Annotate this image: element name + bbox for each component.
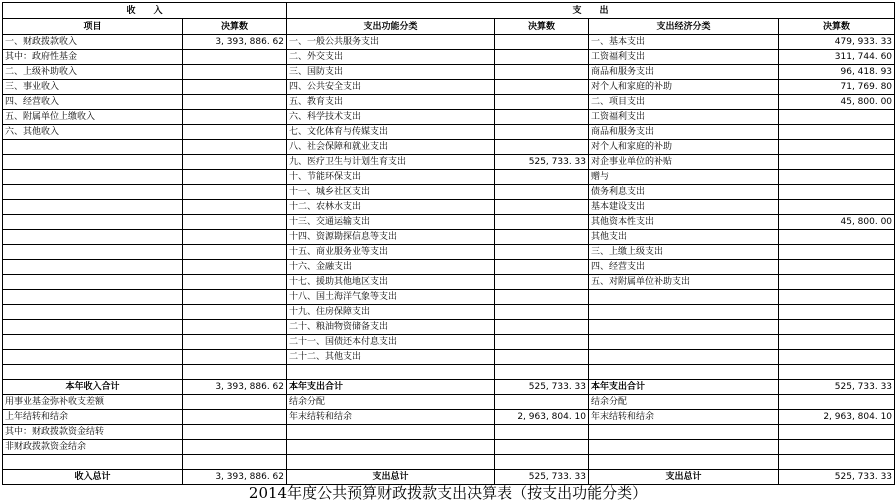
col-header-item: 项目 [3, 19, 183, 35]
totals-row [3, 380, 895, 395]
amount-cell [183, 80, 287, 95]
amount-cell [495, 335, 589, 350]
item-cell [3, 215, 183, 230]
amount-cell [779, 440, 895, 455]
item-cell: 四、公共安全支出 [287, 80, 495, 95]
header-row-sections [3, 3, 895, 19]
amount-cell [779, 260, 895, 275]
item-cell [3, 185, 183, 200]
amount-cell [495, 320, 589, 335]
amount-cell: 2, 963, 804. 10 [779, 410, 895, 425]
amount-cell [183, 215, 287, 230]
item-cell: 工资福利支出 [589, 110, 779, 125]
amount-cell [779, 230, 895, 245]
item-cell: 二十、粮油物资储备支出 [287, 320, 495, 335]
item-cell: 八、社会保障和就业支出 [287, 140, 495, 155]
expense-total-label: 本年支出合计 [287, 380, 495, 395]
amount-cell [183, 245, 287, 260]
item-cell: 三、上缴上级支出 [589, 245, 779, 260]
item-cell [589, 455, 779, 470]
item-cell: 二、外交支出 [287, 50, 495, 65]
amount-cell [183, 320, 287, 335]
amount-cell [495, 140, 589, 155]
item-cell: 其他资本性支出 [589, 215, 779, 230]
amount-cell [495, 275, 589, 290]
table-row [3, 365, 895, 380]
amount-cell [183, 65, 287, 80]
item-cell: 二、项目支出 [589, 95, 779, 110]
item-cell: 五、附属单位上缴收入 [3, 110, 183, 125]
table-caption: 2014年度公共预算财政拨款支出决算表（按支出功能分类） [248, 484, 648, 502]
item-cell: 二、上级补助收入 [3, 65, 183, 80]
item-cell: 其中：财政拨款资金结转 [3, 425, 183, 440]
item-cell: 一、基本支出 [589, 35, 779, 50]
item-cell: 十九、住房保障支出 [287, 305, 495, 320]
amount-cell [495, 365, 589, 380]
table-row [3, 125, 895, 140]
amount-cell: 96, 418. 93 [779, 65, 895, 80]
item-cell: 十四、资源勘探信息等支出 [287, 230, 495, 245]
item-cell [287, 425, 495, 440]
item-cell [3, 290, 183, 305]
amount-cell [779, 155, 895, 170]
amount-cell [495, 245, 589, 260]
item-cell: 年末结转和结余 [287, 410, 495, 425]
item-cell: 十一、城乡社区支出 [287, 185, 495, 200]
table-row [3, 185, 895, 200]
amount-cell [779, 335, 895, 350]
item-cell [589, 440, 779, 455]
item-cell: 对企事业单位的补贴 [589, 155, 779, 170]
amount-cell [495, 305, 589, 320]
item-cell: 商品和服务支出 [589, 125, 779, 140]
expense-section-header: 支 出 [287, 3, 895, 19]
table-row [3, 50, 895, 65]
table-row [3, 335, 895, 350]
income-total-label: 本年收入合计 [3, 380, 183, 395]
amount-cell [779, 320, 895, 335]
item-cell: 工资福利支出 [589, 50, 779, 65]
item-cell [589, 320, 779, 335]
col-header-amount: 决算数 [183, 19, 287, 35]
item-cell [3, 350, 183, 365]
amount-cell: 3, 393, 886. 62 [183, 35, 287, 50]
amount-cell [779, 185, 895, 200]
table-row [3, 455, 895, 470]
item-cell: 用事业基金弥补收支差额 [3, 395, 183, 410]
amount-cell [779, 350, 895, 365]
item-cell [3, 365, 183, 380]
amount-cell [495, 260, 589, 275]
item-cell: 赠与 [589, 170, 779, 185]
item-cell: 五、教育支出 [287, 95, 495, 110]
amount-cell [183, 290, 287, 305]
table-row [3, 200, 895, 215]
amount-cell [779, 110, 895, 125]
amount-cell [183, 305, 287, 320]
econ-grand-total-label: 支出总计 [589, 470, 779, 485]
amount-cell [183, 140, 287, 155]
amount-cell [183, 50, 287, 65]
item-cell: 结余分配 [287, 395, 495, 410]
amount-cell [495, 65, 589, 80]
amount-cell [183, 185, 287, 200]
budget-table [2, 2, 895, 485]
amount-cell [495, 35, 589, 50]
col-header-amount3: 决算数 [779, 19, 895, 35]
table-row [3, 350, 895, 365]
item-cell [287, 365, 495, 380]
item-cell: 年末结转和结余 [589, 410, 779, 425]
item-cell: 商品和服务支出 [589, 65, 779, 80]
item-cell [589, 305, 779, 320]
grand-totals-row [3, 470, 895, 485]
amount-cell [495, 440, 589, 455]
item-cell: 对个人和家庭的补助 [589, 140, 779, 155]
table-row [3, 110, 895, 125]
amount-cell [495, 125, 589, 140]
amount-cell [495, 110, 589, 125]
item-cell [589, 425, 779, 440]
expense-grand-total-value: 525, 733. 33 [495, 470, 589, 485]
item-cell [589, 365, 779, 380]
item-cell [287, 455, 495, 470]
table-row [3, 65, 895, 80]
table-row [3, 170, 895, 185]
amount-cell [183, 155, 287, 170]
item-cell: 上年结转和结余 [3, 410, 183, 425]
amount-cell: 2, 963, 804. 10 [495, 410, 589, 425]
amount-cell [779, 170, 895, 185]
table-row [3, 260, 895, 275]
amount-cell: 71, 769. 80 [779, 80, 895, 95]
item-cell: 十五、商业服务业等支出 [287, 245, 495, 260]
item-cell: 债务利息支出 [589, 185, 779, 200]
amount-cell [183, 95, 287, 110]
item-cell [3, 155, 183, 170]
income-total-value: 3, 393, 886. 62 [183, 380, 287, 395]
item-cell: 七、文化体育与传媒支出 [287, 125, 495, 140]
item-cell: 九、医疗卫生与计划生育支出 [287, 155, 495, 170]
amount-cell [183, 200, 287, 215]
amount-cell [779, 455, 895, 470]
table-row [3, 80, 895, 95]
col-header-amount2: 决算数 [495, 19, 589, 35]
expense-total-value: 525, 733. 33 [495, 380, 589, 395]
item-cell: 一、财政拨款收入 [3, 35, 183, 50]
amount-cell [495, 215, 589, 230]
item-cell: 三、国防支出 [287, 65, 495, 80]
item-cell: 对个人和家庭的补助 [589, 80, 779, 95]
amount-cell [779, 365, 895, 380]
table-row [3, 275, 895, 290]
item-cell: 六、科学技术支出 [287, 110, 495, 125]
item-cell: 结余分配 [589, 395, 779, 410]
item-cell [589, 335, 779, 350]
item-cell [287, 440, 495, 455]
amount-cell [183, 110, 287, 125]
amount-cell [495, 290, 589, 305]
item-cell [3, 260, 183, 275]
table-row [3, 140, 895, 155]
amount-cell [183, 395, 287, 410]
econ-total-value: 525, 733. 33 [779, 380, 895, 395]
item-cell: 其中：政府性基金 [3, 50, 183, 65]
col-header-func: 支出功能分类 [287, 19, 495, 35]
table-row [3, 320, 895, 335]
amount-cell [495, 80, 589, 95]
amount-cell [495, 185, 589, 200]
table-row [3, 35, 895, 50]
amount-cell [779, 425, 895, 440]
item-cell: 二十二、其他支出 [287, 350, 495, 365]
item-cell: 十三、交通运输支出 [287, 215, 495, 230]
amount-cell [779, 275, 895, 290]
item-cell: 六、其他收入 [3, 125, 183, 140]
item-cell: 十二、农林水支出 [287, 200, 495, 215]
amount-cell [779, 125, 895, 140]
amount-cell [495, 350, 589, 365]
table-row [3, 215, 895, 230]
amount-cell [495, 50, 589, 65]
table-row [3, 95, 895, 110]
item-cell [3, 200, 183, 215]
item-cell: 十、节能环保支出 [287, 170, 495, 185]
amount-cell [183, 170, 287, 185]
table-row [3, 305, 895, 320]
amount-cell [183, 350, 287, 365]
item-cell: 其他支出 [589, 230, 779, 245]
item-cell [3, 140, 183, 155]
income-grand-total-value: 3, 393, 886. 62 [183, 470, 287, 485]
amount-cell [779, 305, 895, 320]
amount-cell [495, 395, 589, 410]
item-cell: 基本建设支出 [589, 200, 779, 215]
amount-cell [779, 140, 895, 155]
amount-cell [183, 365, 287, 380]
item-cell: 一、一般公共服务支出 [287, 35, 495, 50]
table-row [3, 425, 895, 440]
expense-grand-total-label: 支出总计 [287, 470, 495, 485]
table-row [3, 290, 895, 305]
income-section-header: 收 入 [3, 3, 287, 19]
amount-cell [495, 170, 589, 185]
table-row [3, 395, 895, 410]
item-cell [3, 335, 183, 350]
amount-cell [183, 260, 287, 275]
table-row [3, 245, 895, 260]
amount-cell: 311, 744. 60 [779, 50, 895, 65]
item-cell [3, 455, 183, 470]
amount-cell [183, 425, 287, 440]
item-cell: 四、经营收入 [3, 95, 183, 110]
amount-cell [779, 245, 895, 260]
amount-cell: 45, 800. 00 [779, 215, 895, 230]
item-cell: 五、对附属单位补助支出 [589, 275, 779, 290]
table-row [3, 155, 895, 170]
amount-cell [183, 440, 287, 455]
amount-cell [183, 275, 287, 290]
amount-cell [183, 455, 287, 470]
amount-cell [779, 395, 895, 410]
item-cell: 三、事业收入 [3, 80, 183, 95]
item-cell: 非财政拨款资金结余 [3, 440, 183, 455]
amount-cell [183, 230, 287, 245]
amount-cell: 525, 733. 33 [495, 155, 589, 170]
item-cell [3, 275, 183, 290]
income-grand-total-label: 收入总计 [3, 470, 183, 485]
amount-cell: 479, 933. 33 [779, 35, 895, 50]
item-cell: 二十一、国债还本付息支出 [287, 335, 495, 350]
header-row-columns [3, 19, 895, 35]
item-cell [589, 290, 779, 305]
table-row [3, 230, 895, 245]
econ-grand-total-value: 525, 733. 33 [779, 470, 895, 485]
item-cell: 四、经营支出 [589, 260, 779, 275]
amount-cell [495, 95, 589, 110]
amount-cell [495, 230, 589, 245]
amount-cell [183, 335, 287, 350]
item-cell [3, 320, 183, 335]
amount-cell [495, 455, 589, 470]
amount-cell [779, 200, 895, 215]
amount-cell [183, 125, 287, 140]
item-cell: 十六、金融支出 [287, 260, 495, 275]
item-cell: 十八、国土海洋气象等支出 [287, 290, 495, 305]
amount-cell [495, 425, 589, 440]
item-cell [3, 245, 183, 260]
item-cell: 十七、援助其他地区支出 [287, 275, 495, 290]
item-cell [589, 350, 779, 365]
table-row [3, 440, 895, 455]
econ-total-label: 本年支出合计 [589, 380, 779, 395]
amount-cell [183, 410, 287, 425]
item-cell [3, 170, 183, 185]
table-row [3, 410, 895, 425]
item-cell [3, 305, 183, 320]
item-cell [3, 230, 183, 245]
amount-cell [495, 200, 589, 215]
amount-cell: 45, 800. 00 [779, 95, 895, 110]
amount-cell [779, 290, 895, 305]
col-header-econ: 支出经济分类 [589, 19, 779, 35]
